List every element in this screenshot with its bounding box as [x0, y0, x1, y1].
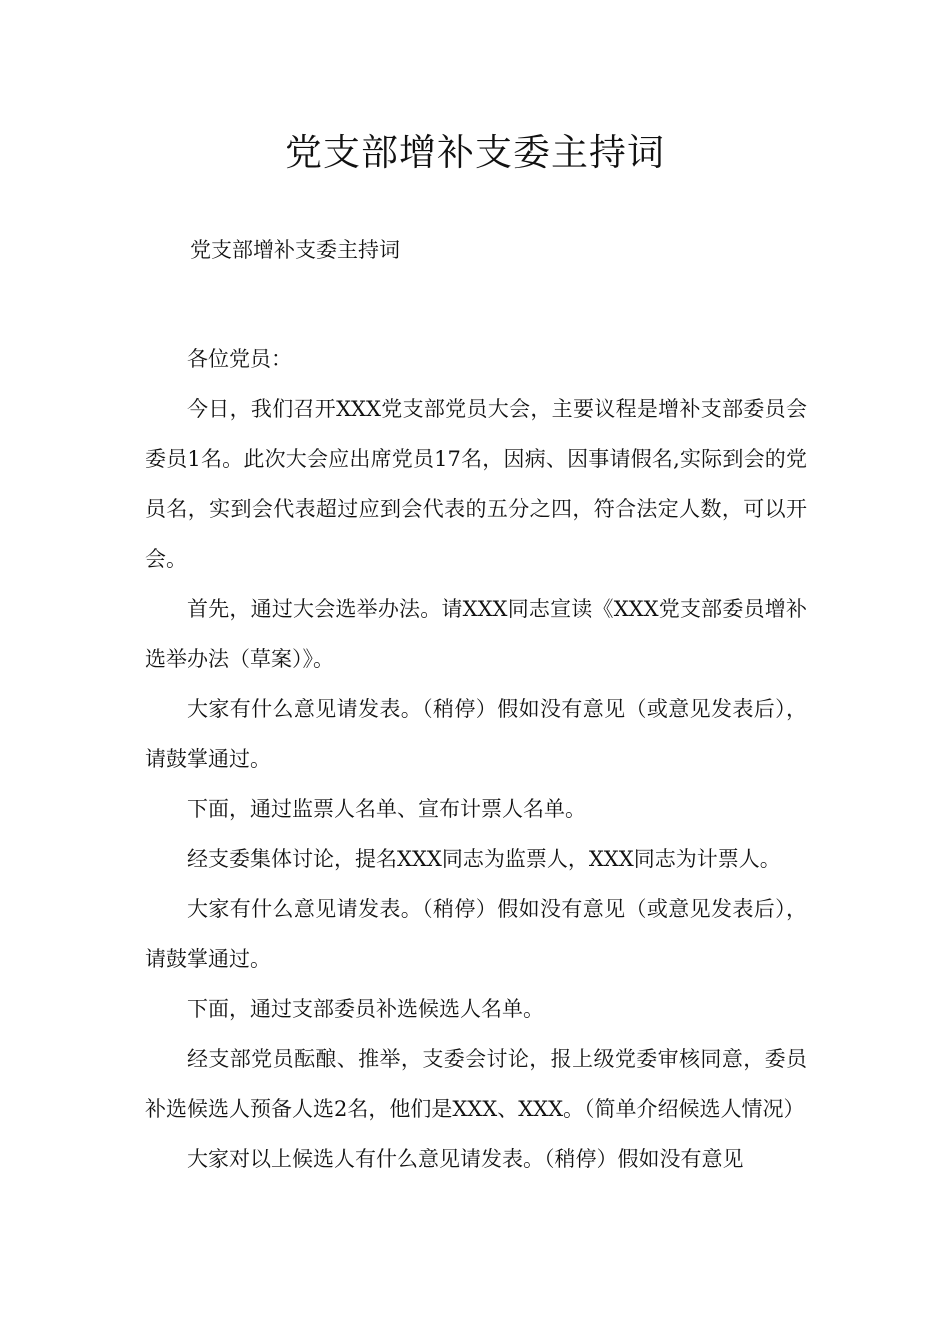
paragraph: 大家有什么意见请发表。（稍停）假如没有意见（或意见发表后），请鼓掌通过。	[145, 897, 807, 971]
paragraph: 下面，通过监票人名单、宣布计票人名单。	[187, 797, 586, 821]
paragraph: 经支委集体讨论，提名XXX同志为监票人，XXX同志为计票人。	[187, 847, 781, 871]
paragraph: 首先，通过大会选举办法。请XXX同志宣读《XXX党支部委员增补选举办法（草案）》。	[145, 597, 807, 671]
paragraph: 经支部党员酝酿、推举，支委会讨论，报上级党委审核同意，委员补选候选人预备人选2名，他们是XXX、XXX。（简单介绍候选人情况）	[145, 1047, 807, 1121]
paragraph: 今日，我们召开XXX党支部党员大会，主要议程是增补支部委员会委员1名。此次大会应出席党员17名，因病、因事请假名,实际到会的党员名，实到会代表超过应到会代表的五分之四，符合法定人数，可以开会。	[145, 397, 807, 571]
document-title: 党支部增补支委主持词	[285, 131, 665, 174]
document-body	[145, 334, 807, 1184]
paragraph: 大家有什么意见请发表。（稍停）假如没有意见（或意见发表后），请鼓掌通过。	[145, 697, 807, 771]
document-subtitle: 党支部增补支委主持词	[190, 238, 400, 262]
paragraph: 各位党员：	[187, 347, 292, 371]
paragraph: 大家对以上候选人有什么意见请发表。（稍停）假如没有意见	[187, 1147, 744, 1171]
paragraph: 下面，通过支部委员补选候选人名单。	[187, 997, 544, 1021]
